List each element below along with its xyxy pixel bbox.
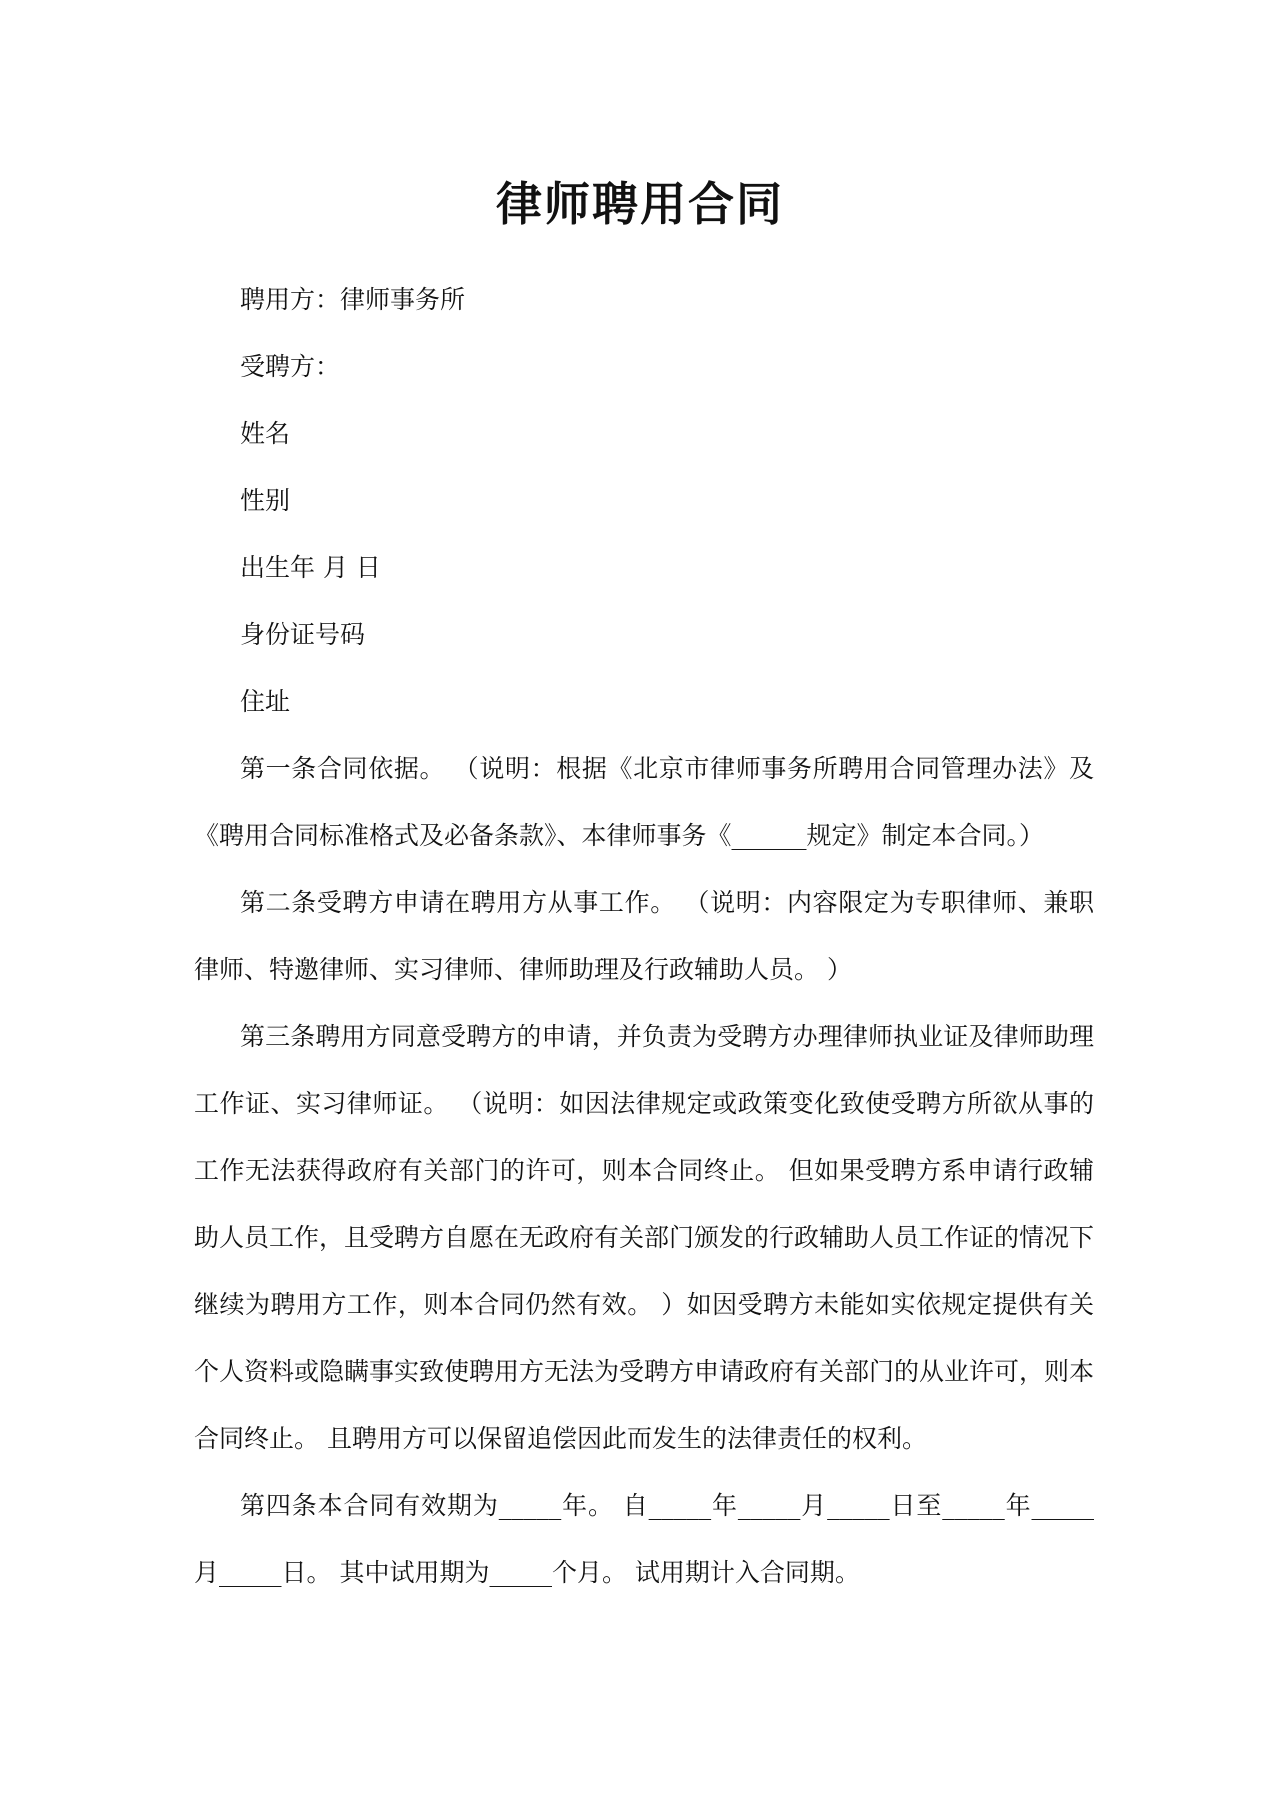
document-body [194,266,1094,1606]
employer-field: 聘用方：律师事务所 [240,285,466,314]
address-field: 住址 [240,687,291,716]
gender-field: 性别 [240,486,291,515]
article-1: 第一条合同依据。 （说明：根据《北京市律师事务所聘用合同管理办法》及《聘用合同标准格式及必备条款》、本律师事务《______规定》制定本合同。） [194,754,1094,850]
employee-field: 受聘方： [240,352,341,381]
id-number-field: 身份证号码 [240,620,366,649]
article-4: 第四条本合同有效期为_____年。 自_____年_____月_____日至_____年_____月_____日。 其中试用期为_____个月。 试用期计入合同期。 [194,1491,1094,1587]
document-title: 律师聘用合同 [496,177,784,231]
article-3: 第三条聘用方同意受聘方的申请，并负责为受聘方办理律师执业证及律师助理工作证、实习律师证。 （说明：如因法律规定或政策变化致使受聘方所欲从事的工作无法获得政府有关部门的许可，则本合同终止。 但如果受聘方系申请行政辅助人员工作，且受聘方自愿在无政府有关部门颁发的行政辅助人员工作证的情况下继续为聘用方工作，则本合同仍然有效。 ）如因受聘方未能如实依规定提供有关个人资料或隐瞒事实致使聘用方无法为受聘方申请政府有关部门的从业许可，则本合同终止。 且聘用方可以保留追偿因此而发生的法律责任的权利。 [194,1022,1095,1453]
article-2: 第二条受聘方申请在聘用方从事工作。 （说明：内容限定为专职律师、兼职律师、特邀律师、实习律师、律师助理及行政辅助人员。 ） [194,888,1094,984]
name-field: 姓名 [240,419,291,448]
birth-date-field: 出生年 月 日 [240,553,381,582]
